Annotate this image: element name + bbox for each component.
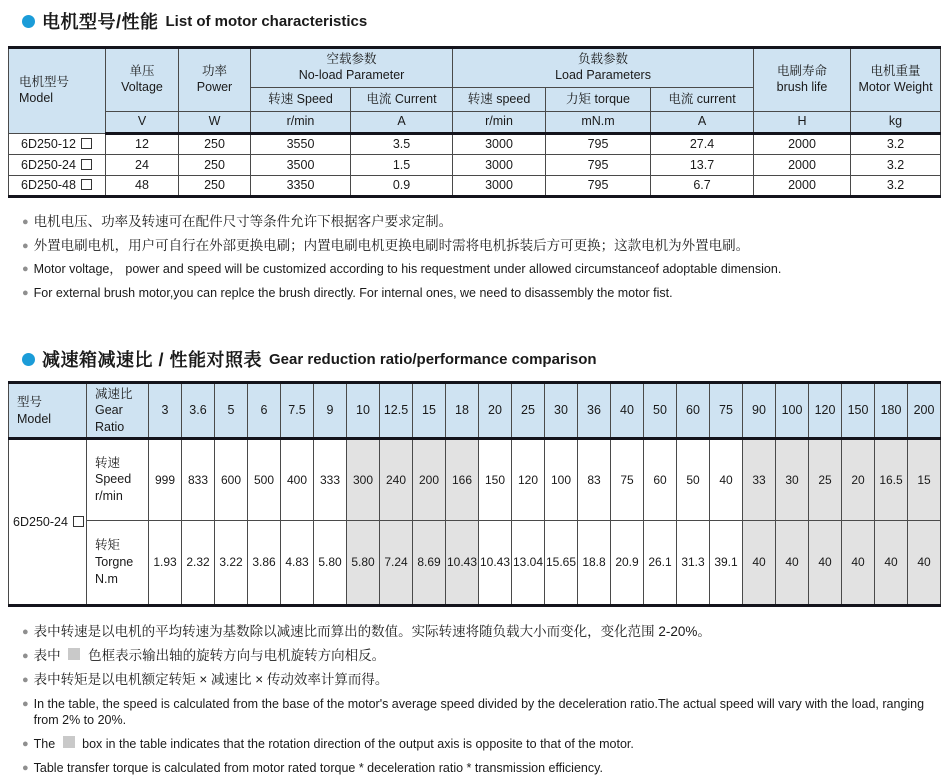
ratio-header-cell: 100 <box>776 383 809 439</box>
motor-value-cell: 48 <box>106 175 179 196</box>
model-suffix-box <box>81 138 92 149</box>
th-weight-en: Motor Weight <box>858 80 933 94</box>
speed-value-cell: 25 <box>809 438 842 520</box>
model-suffix-box <box>81 179 92 190</box>
note-text: 外置电刷电机，用户可自行在外部更换电刷；内置电刷电机更换电刷时需将电机拆装后方可更换；这款电机为外置电刷。 <box>33 237 750 253</box>
ratio-header-cell: 18 <box>446 383 479 439</box>
note-line <box>22 672 940 689</box>
note-text-before: The <box>33 737 59 752</box>
motor-notes <box>22 214 940 303</box>
unit-voltage: V <box>106 112 179 134</box>
note-text-after: 色框表示输出轴的旋转方向与电机旋转方向相反。 <box>84 647 386 663</box>
speed-value-cell: 400 <box>281 438 314 520</box>
bullet-icon: ● <box>22 673 29 686</box>
torque-value-cell: 5.80 <box>347 520 380 605</box>
speed-value-cell: 30 <box>776 438 809 520</box>
ratio-header-cell: 9 <box>314 383 347 439</box>
speed-value-cell: 500 <box>248 438 281 520</box>
speed-value-cell: 600 <box>215 438 248 520</box>
ratio-header-cell: 180 <box>875 383 908 439</box>
torque-value-cell: 26.1 <box>644 520 677 605</box>
torque-value-cell: 10.43 <box>479 520 512 605</box>
bullet-icon: ● <box>22 697 29 710</box>
motor-model-label: 6D250-48 <box>21 178 76 193</box>
torque-value-cell: 40 <box>776 520 809 605</box>
note-text-before: 表中 <box>33 647 65 663</box>
motor-model-label: 6D250-12 <box>21 136 76 151</box>
motor-row <box>9 133 941 154</box>
ratio-header-cell: 75 <box>710 383 743 439</box>
speed-value-cell: 83 <box>578 438 611 520</box>
torque-label-cell <box>87 520 149 605</box>
motor-value-cell: 12 <box>106 133 179 154</box>
note-line <box>22 648 940 665</box>
torque-value-cell: 39.1 <box>710 520 743 605</box>
motor-value-cell: 2000 <box>754 154 851 175</box>
th-brush-en: brush life <box>776 80 828 94</box>
note-line <box>22 696 940 730</box>
torque-value-cell: 5.80 <box>314 520 347 605</box>
th-voltage-zh: 单压 <box>129 64 155 79</box>
torque-value-cell: 10.43 <box>446 520 479 605</box>
th-model-zh: 电机型号 <box>19 75 70 90</box>
torque-label-en: Torgne <box>95 554 134 569</box>
torque-label-zh: 转矩 <box>95 538 121 553</box>
speed-label-unit: r/min <box>95 489 123 504</box>
motor-value-cell: 3500 <box>251 154 351 175</box>
torque-value-cell: 15.65 <box>545 520 578 605</box>
note-text-after: box in the table indicates that the rotation direction of the output axis is opposite to that of the motor. <box>78 737 634 752</box>
unit-noload-current: A <box>351 112 453 134</box>
speed-label-zh: 转速 <box>95 455 121 470</box>
motor-value-cell: 3000 <box>453 175 546 196</box>
unit-load-speed: r/min <box>453 112 546 134</box>
speed-value-cell: 50 <box>677 438 710 520</box>
ratio-header-cell: 120 <box>809 383 842 439</box>
ratio-header-cell: 40 <box>611 383 644 439</box>
th-gear-model-en: Model <box>17 411 52 426</box>
torque-value-cell: 18.8 <box>578 520 611 605</box>
ratio-header-cell: 7.5 <box>281 383 314 439</box>
unit-weight: kg <box>851 112 941 134</box>
bullet-icon: ● <box>22 287 29 300</box>
gear-notes <box>22 624 940 777</box>
th-voltage-en: Voltage <box>121 80 163 94</box>
motor-value-cell: 3.2 <box>851 175 941 196</box>
torque-value-cell: 3.86 <box>248 520 281 605</box>
torque-value-cell: 1.93 <box>149 520 182 605</box>
speed-value-cell: 150 <box>479 438 512 520</box>
motor-value-cell: 3350 <box>251 175 351 196</box>
section2-title-zh: 减速箱减速比 / 性能对照表 <box>42 350 263 371</box>
bullet-icon: ● <box>22 625 29 638</box>
ratio-header-cell: 36 <box>578 383 611 439</box>
bullet-icon: ● <box>22 649 29 662</box>
motor-value-cell: 795 <box>546 133 651 154</box>
motor-value-cell: 3.2 <box>851 133 941 154</box>
speed-value-cell: 16.5 <box>875 438 908 520</box>
ratio-header-cell: 90 <box>743 383 776 439</box>
bullet-icon: ● <box>22 762 29 775</box>
unit-noload-speed: r/min <box>251 112 351 134</box>
speed-value-cell: 15 <box>908 438 941 520</box>
th-noload-group <box>251 48 453 88</box>
ratio-header-cell: 30 <box>545 383 578 439</box>
ratio-header-cell: 10 <box>347 383 380 439</box>
torque-value-cell: 2.32 <box>182 520 215 605</box>
motor-value-cell: 1.5 <box>351 154 453 175</box>
motor-value-cell: 3.2 <box>851 154 941 175</box>
th-load-en: Load Parameters <box>555 68 651 82</box>
speed-value-cell: 60 <box>644 438 677 520</box>
motor-value-cell: 250 <box>179 133 251 154</box>
motor-value-cell: 250 <box>179 175 251 196</box>
note-text: In the table, the speed is calculated from the base of the motor's average speed divided by the deceleration ratio.The actual speed will vary with the load, ranging from 2% to 20%. <box>33 696 925 728</box>
th-noload-en: No-load Parameter <box>298 68 405 82</box>
ratio-header-cell: 3 <box>149 383 182 439</box>
unit-load-current: A <box>651 112 754 134</box>
torque-value-cell: 40 <box>875 520 908 605</box>
motor-value-cell: 3000 <box>453 154 546 175</box>
ratio-header-cell: 200 <box>908 383 941 439</box>
note-line <box>22 736 940 753</box>
th-load-current: 电流 current <box>651 88 754 112</box>
ratio-header-cell: 25 <box>512 383 545 439</box>
torque-label-unit: N.m <box>95 571 118 586</box>
ratio-header-cell: 60 <box>677 383 710 439</box>
motor-value-cell: 6.7 <box>651 175 754 196</box>
th-load-torque: 力矩 torque <box>546 88 651 112</box>
model-suffix-box <box>81 159 92 170</box>
torque-value-cell: 13.04 <box>512 520 545 605</box>
motor-value-cell: 0.9 <box>351 175 453 196</box>
note-text: 电机电压、功率及转速可在配件尺寸等条件允许下根据客户要求定制。 <box>33 213 453 229</box>
note-line <box>22 624 940 641</box>
motor-value-cell: 13.7 <box>651 154 754 175</box>
note-line <box>22 760 940 777</box>
th-noload-speed: 转速 Speed <box>251 88 351 112</box>
unit-brush-life: H <box>754 112 851 134</box>
speed-value-cell: 120 <box>512 438 545 520</box>
speed-value-cell: 33 <box>743 438 776 520</box>
speed-value-cell: 75 <box>611 438 644 520</box>
note-text: Table transfer torque is calculated from motor rated torque * deceleration ratio * transmission efficiency. <box>33 761 603 776</box>
ratio-header-cell: 50 <box>644 383 677 439</box>
ratio-header-cell: 5 <box>215 383 248 439</box>
torque-value-cell: 7.24 <box>380 520 413 605</box>
th-power-zh: 功率 <box>201 64 227 79</box>
motor-value-cell: 2000 <box>754 175 851 196</box>
section2-title <box>22 346 940 372</box>
ratio-header-cell: 15 <box>413 383 446 439</box>
torque-value-cell: 20.9 <box>611 520 644 605</box>
motor-model-label: 6D250-24 <box>21 157 76 172</box>
ratio-header-cell: 150 <box>842 383 875 439</box>
bullet-icon: ● <box>22 738 29 751</box>
torque-value-cell: 31.3 <box>677 520 710 605</box>
motor-value-cell: 795 <box>546 154 651 175</box>
motor-value-cell: 24 <box>106 154 179 175</box>
model-suffix-box <box>73 516 84 527</box>
section1-title <box>22 8 940 34</box>
bullet-dot-icon <box>22 353 35 366</box>
motor-value-cell: 2000 <box>754 133 851 154</box>
th-voltage <box>106 48 179 112</box>
speed-value-cell: 200 <box>413 438 446 520</box>
th-model-en: Model <box>19 90 54 105</box>
unit-power: W <box>179 112 251 134</box>
th-brush-life <box>754 48 851 112</box>
speed-label-en: Speed <box>95 472 132 487</box>
th-load-zh: 负载参数 <box>578 52 629 67</box>
th-noload-zh: 空载参数 <box>326 52 377 67</box>
section1-title-zh: 电机型号/性能 <box>42 12 159 32</box>
note-text: For external brush motor,you can replce the brush directly. For internal ones, we need to disassembly the motor fist. <box>33 286 673 301</box>
torque-value-cell: 8.69 <box>413 520 446 605</box>
th-gear-ratio <box>87 383 149 439</box>
motor-characteristics-table <box>8 46 941 198</box>
motor-value-cell: 3550 <box>251 133 351 154</box>
motor-value-cell: 27.4 <box>651 133 754 154</box>
bullet-icon: ● <box>22 239 29 252</box>
ratio-header-cell: 3.6 <box>182 383 215 439</box>
th-power <box>179 48 251 112</box>
motor-model-cell <box>9 154 106 175</box>
note-line <box>22 285 940 302</box>
motor-value-cell: 3.5 <box>351 133 453 154</box>
gray-box-swatch <box>63 736 75 748</box>
ratio-header-cell: 6 <box>248 383 281 439</box>
torque-value-cell: 40 <box>908 520 941 605</box>
gear-ratio-table <box>8 381 941 607</box>
bullet-icon: ● <box>22 215 29 228</box>
speed-value-cell: 40 <box>710 438 743 520</box>
speed-value-cell: 240 <box>380 438 413 520</box>
th-model <box>9 48 106 134</box>
speed-value-cell: 833 <box>182 438 215 520</box>
th-noload-current: 电流 Current <box>351 88 453 112</box>
th-weight <box>851 48 941 112</box>
th-gear-ratio-zh: 减速比 <box>95 387 133 402</box>
speed-value-cell: 999 <box>149 438 182 520</box>
th-gear-ratio-en: Gear Ratio <box>95 403 125 434</box>
torque-value-cell: 3.22 <box>215 520 248 605</box>
note-line <box>22 261 940 278</box>
bullet-dot-icon <box>22 15 35 28</box>
gear-model-label: 6D250-24 <box>13 514 68 529</box>
note-text: Motor voltage， power and speed will be customized according to his requestment under allowed circumstanceof adoptable dimension. <box>33 262 782 277</box>
ratio-header-cell: 12.5 <box>380 383 413 439</box>
torque-value-cell: 40 <box>842 520 875 605</box>
torque-value-cell: 4.83 <box>281 520 314 605</box>
note-line <box>22 238 940 255</box>
motor-row <box>9 175 941 196</box>
motor-model-cell <box>9 133 106 154</box>
speed-label-cell <box>87 438 149 520</box>
note-line <box>22 214 940 231</box>
torque-value-cell: 40 <box>743 520 776 605</box>
ratio-header-cell: 20 <box>479 383 512 439</box>
gray-box-swatch <box>68 648 80 660</box>
speed-value-cell: 20 <box>842 438 875 520</box>
gear-model-cell <box>9 438 87 605</box>
speed-value-cell: 100 <box>545 438 578 520</box>
speed-value-cell: 333 <box>314 438 347 520</box>
motor-value-cell: 250 <box>179 154 251 175</box>
torque-value-cell: 40 <box>809 520 842 605</box>
th-gear-model-zh: 型号 <box>17 395 43 410</box>
th-weight-zh: 电机重量 <box>870 64 921 79</box>
motor-row <box>9 154 941 175</box>
th-brush-zh: 电刷寿命 <box>777 64 828 79</box>
th-load-group <box>453 48 754 88</box>
motor-model-cell <box>9 175 106 196</box>
section2-title-en: Gear reduction ratio/performance comparison <box>269 350 597 368</box>
note-text: 表中转速是以电机的平均转速为基数除以减速比而算出的数值。实际转速将随负载大小而变化，变化范围 2-20%。 <box>33 623 711 639</box>
motor-value-cell: 795 <box>546 175 651 196</box>
th-power-en: Power <box>196 80 233 94</box>
note-text: 表中转矩是以电机额定转矩 × 减速比 × 传动效率计算而得。 <box>33 671 389 687</box>
speed-value-cell: 166 <box>446 438 479 520</box>
bullet-icon: ● <box>22 263 29 276</box>
th-gear-model <box>9 383 87 439</box>
section1-title-en: List of motor characteristics <box>165 12 368 30</box>
th-load-speed: 转速 speed <box>453 88 546 112</box>
motor-value-cell: 3000 <box>453 133 546 154</box>
speed-value-cell: 300 <box>347 438 380 520</box>
unit-load-torque: mN.m <box>546 112 651 134</box>
